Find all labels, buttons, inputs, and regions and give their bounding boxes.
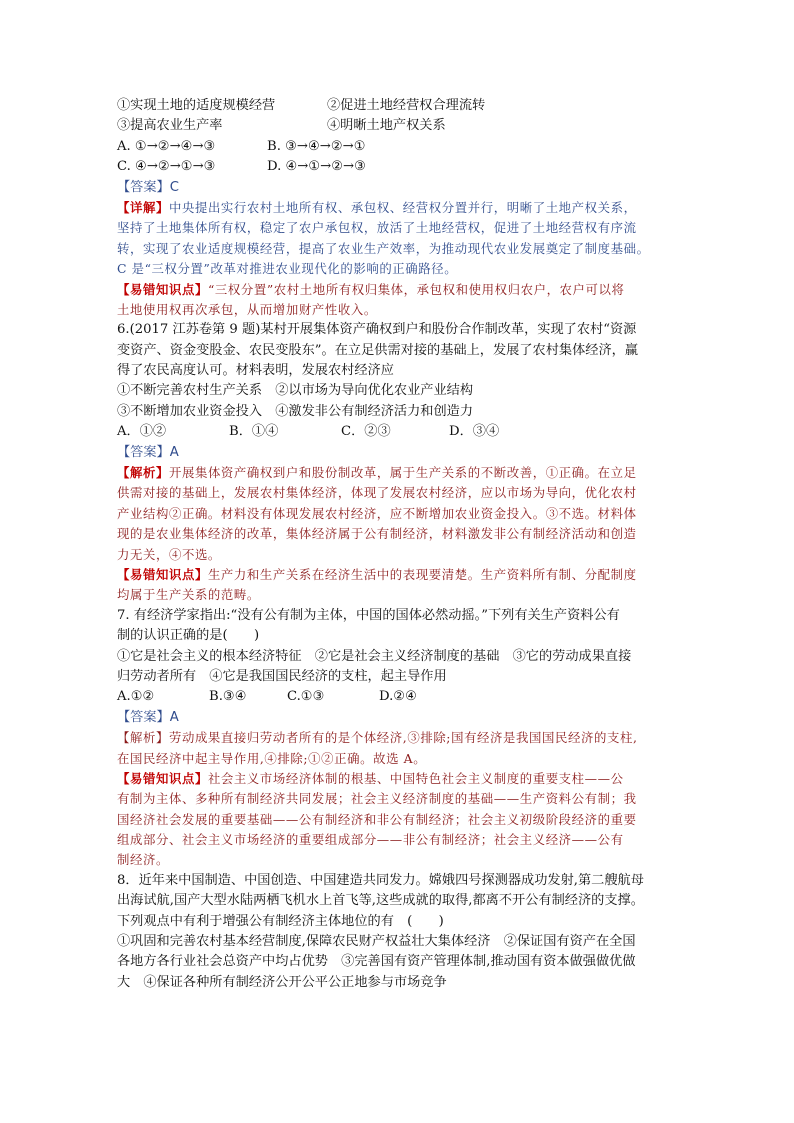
q6-options-line-1: ①不断完善农村生产关系 ②以市场为导向优化农业产业结构 <box>117 383 474 399</box>
analysis-text: 开展集体资产确权到户和股份制改革，属于生产关系的不断改善，①正确。在立足 <box>168 465 637 481</box>
q7-mistake-line-2: 有制为主体、多种所有制经济共同发展；社会主义经济制度的基础——生产资料公有制；我 <box>117 791 637 807</box>
document-page <box>117 96 677 993</box>
q6-choice-d: D．③④ <box>449 424 500 440</box>
analysis-label: 【解析】 <box>117 465 169 481</box>
q7-choice-d: D.②④ <box>379 689 417 705</box>
q8-stem-line-6: 大 ④保证各种所有制经济公开公平公正地参与市场竞争 <box>117 974 447 990</box>
q6-options-line-2: ③不断增加农业资金投入 ④激发非公有制经济活力和创造力 <box>117 403 474 419</box>
q5-option-1: ①实现土地的适度规模经营 <box>117 98 276 113</box>
q5-choice-c: C. ④→②→①→③ <box>117 159 216 175</box>
q5-option-4: ④明晰土地产权关系 <box>327 118 446 134</box>
q7-choice-a: A.①② <box>117 689 155 705</box>
q7-stem-line-3: ①它是社会主义的根本经济特征 ②它是社会主义经济制度的基础 ③它的劳动成果直接 <box>117 648 632 664</box>
q6-analysis-line-2: 供需对接的基础上，发展农村集体经济，体现了发展农村经济，应以市场为导向，优化农村 <box>117 485 637 501</box>
q5-detail-line-1 <box>117 198 677 218</box>
q7-stem-line-1: 7. 有经济学家指出:“没有公有制为主体，中国的国体必然动摇。”下列有关生产资料公有 <box>117 607 620 623</box>
q5-choices-row-1 <box>117 137 677 157</box>
q6-mistake-line-1 <box>117 565 677 585</box>
mistake-label: 【易错知识点】 <box>117 281 208 297</box>
q6-mistake-line-2: 均属于生产关系的范畴。 <box>117 587 260 603</box>
q7-analysis-line-2: 在国民经济中起主导作用,④排除;①②正确。故选 A。 <box>117 750 427 766</box>
q8-stem-line-5: 各地方各行业社会总资产中均占优势 ③完善国有资产管理体制,推动国有资本做强做优做 <box>117 954 636 970</box>
q7-mistake-line-4: 组成部分、社会主义市场经济的重要组成部分——非公有制经济；社会主义经济——公有 <box>117 832 624 848</box>
q5-options-row-1 <box>117 96 677 116</box>
q5-mistake-line-1 <box>117 280 677 300</box>
q6-analysis-line-3: 产业结构②正确。材料没有体现发展农村经济，应不断增加农业资金投入。③不选。材料体 <box>117 505 637 521</box>
q8-stem-line-3: 下列观点中有利于增强公有制经济主体地位的有 ( ) <box>117 913 444 929</box>
q7-choice-b: B.③④ <box>209 689 247 705</box>
detail-label: 【详解】 <box>117 199 169 215</box>
q5-choice-a: A. ①→②→④→③ <box>117 138 216 154</box>
mistake-label: 【易错知识点】 <box>117 566 208 582</box>
q6-analysis-line-4: 现的是农业集体经济的改革，集体经济属于公有制经济，材料激发非公有制经济活动和创造 <box>117 526 637 542</box>
q5-answer <box>117 178 677 198</box>
q7-choice-c: C.①③ <box>287 689 325 705</box>
mistake-text: 生产力和生产关系在经济生活中的表现要清楚。生产资料所有制、分配制度 <box>207 566 637 582</box>
q6-analysis-line-1 <box>117 463 677 483</box>
q7-answer <box>117 708 677 728</box>
q5-mistake-line-2: 土地使用权再次承包，从而增加财产性收入。 <box>117 301 377 317</box>
mistake-text: “三权分置”农村土地所有权归集体，承包权和使用权归农户，农户可以将 <box>207 281 625 297</box>
q6-stem-line-3: 得了农民高度认可。材料表明，发展农村经济应 <box>117 363 394 379</box>
q5-choices-row-2 <box>117 157 677 177</box>
q7-choices <box>117 687 677 707</box>
q6-stem-line-1: 6.(2017 江苏卷第 9 题)某村开展集体资产确权到户和股份合作制改革，实现了农村“资源 <box>117 322 637 338</box>
q5-option-3: ③提高农业生产率 <box>117 118 223 134</box>
q7-stem-line-2: 制的认识正确的是( ) <box>117 628 260 644</box>
mistake-label: 【易错知识点】 <box>117 770 208 786</box>
q8-stem-line-1: 8．近年来中国制造、中国创造、中国建造共同发力。嫦娥四号探测器成功发射,第二艘航母 <box>117 872 644 888</box>
answer-label: 【答案】 <box>117 709 170 725</box>
q7-analysis-line-1: 【解析】劳动成果直接归劳动者所有的是个体经济,③排除;国有经济是我国国民经济的支柱, <box>117 730 638 746</box>
q6-stem-line-2: 变资产、资金变股金、农民变股东”。在立足供需对接的基础上，发展了农村集体经济，赢 <box>117 342 639 358</box>
q6-answer <box>117 443 677 463</box>
q7-mistake-line-3: 国经济社会发展的重要基础——公有制经济和非公有制经济；社会主义初级阶段经济的重要 <box>117 811 637 827</box>
q7-mistake-line-1 <box>117 769 677 789</box>
q8-stem-line-4: ①巩固和完善农村基本经营制度,保障农民财产权益壮大集体经济 ②保证国有资产在全国 <box>117 934 636 950</box>
mistake-text: 社会主义市场经济体制的根基、中国特色社会主义制度的重要支柱——公 <box>207 770 624 786</box>
q5-detail-line-2: 坚持了土地集体所有权，稳定了农户承包权，放活了土地经营权，促进了土地经营权有序流 <box>117 220 637 236</box>
q5-options-row-2 <box>117 116 677 136</box>
answer-value: C <box>169 179 179 195</box>
q5-detail-line-3: 转，实现了农业适度规模经营，提高了农业生产效率，为推动现代农业发展奠定了制度基础。 <box>117 240 650 256</box>
q8-stem-line-2: 出海试航,国产大型水陆两栖飞机水上首飞等,这些成就的取得,都离不开公有制经济的支撑。 <box>117 893 644 909</box>
q7-stem-line-4: 归劳动者所有 ④它是我国国民经济的支柱，起主导作用 <box>117 668 447 684</box>
detail-text: 中央提出实行农村土地所有权、承包权、经营权分置并行，明晰了土地产权关系， <box>168 199 637 215</box>
q6-choices <box>117 422 677 442</box>
q5-choice-b: B. ③→④→②→① <box>267 138 366 154</box>
q6-choice-b: B．①④ <box>229 424 279 440</box>
q6-analysis-line-5: 力无关，④不选。 <box>117 546 221 562</box>
q5-choice-d: D. ④→①→②→③ <box>267 159 366 175</box>
answer-value: A <box>169 709 179 725</box>
answer-label: 【答案】 <box>117 444 170 460</box>
q6-choice-c: C．②③ <box>341 424 391 440</box>
q7-mistake-line-5: 制经济。 <box>117 852 169 868</box>
answer-label: 【答案】 <box>117 179 170 195</box>
answer-value: A <box>169 444 179 460</box>
q5-detail-line-4: C 是“三权分置”改革对推进农业现代化的影响的正确路径。 <box>117 261 458 277</box>
q6-choice-a: A．①② <box>117 424 167 440</box>
q5-option-2: ②促进土地经营权合理流转 <box>327 98 486 113</box>
